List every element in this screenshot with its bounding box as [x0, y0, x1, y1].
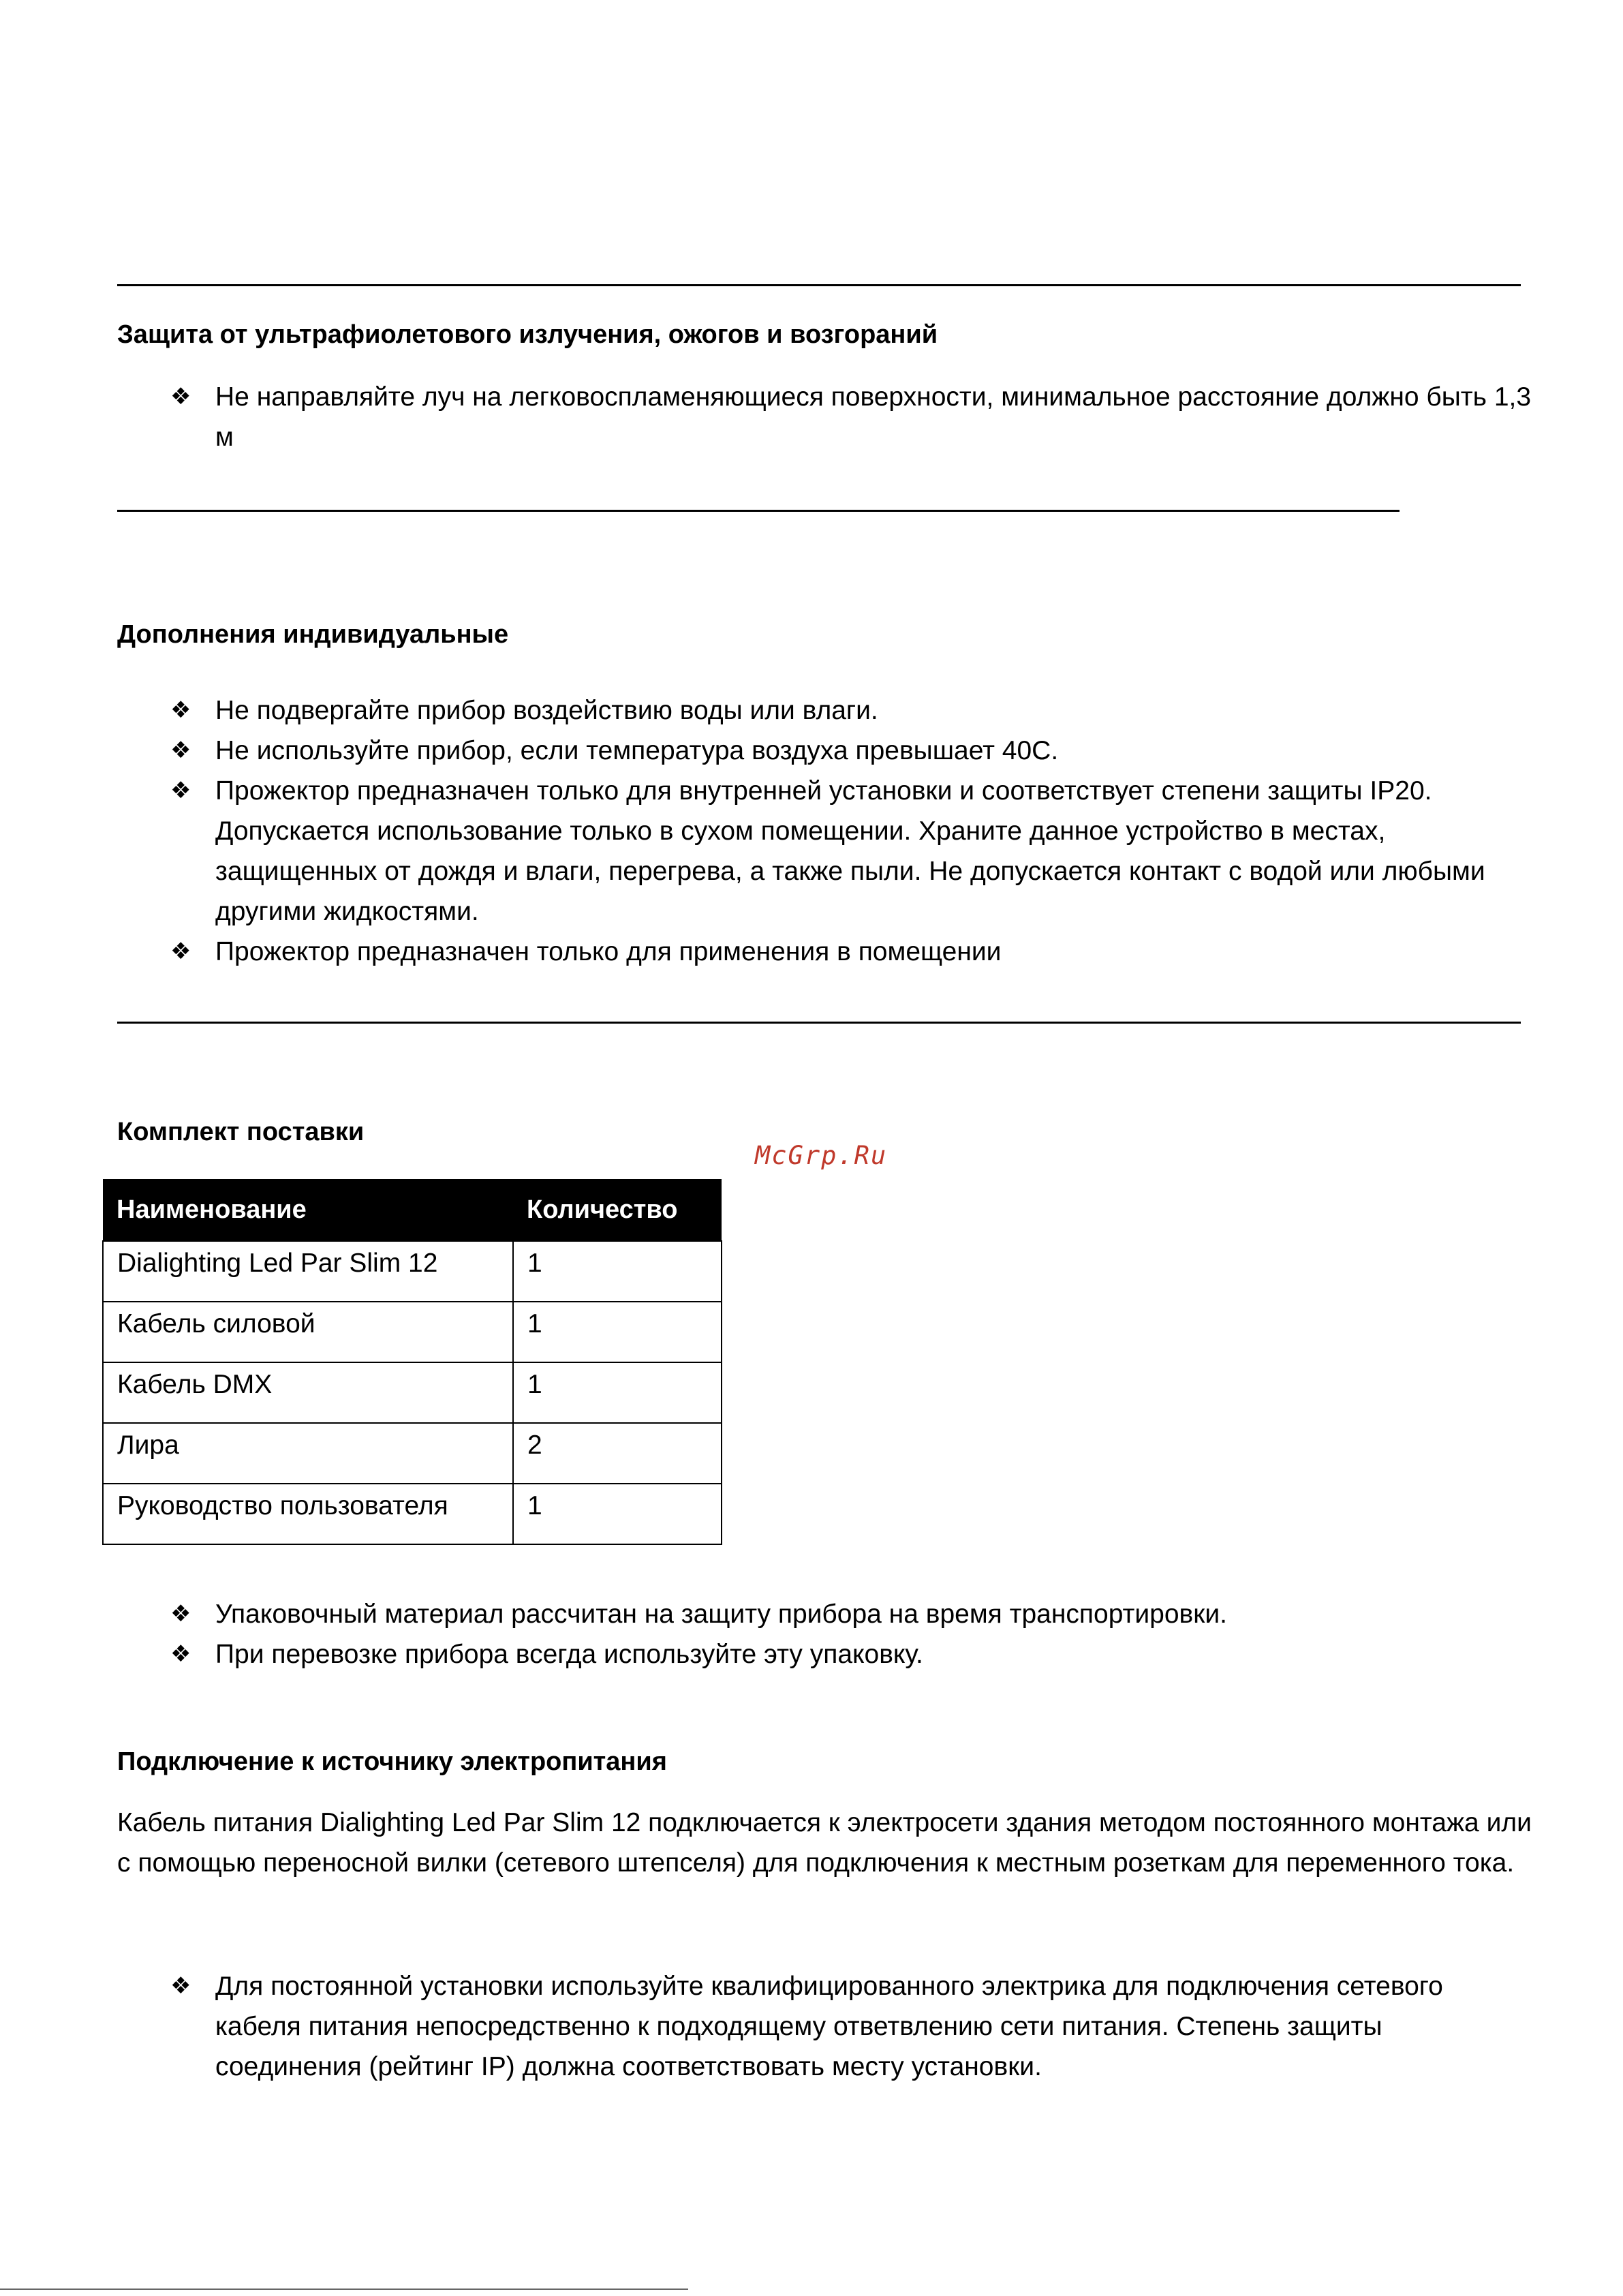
- section-heading-extras: Дополнения индивидуальные: [117, 620, 509, 649]
- diamond-bullet-icon: ❖: [170, 938, 191, 965]
- table-cell-name: Руководство пользователя: [103, 1484, 513, 1544]
- table-row: [103, 1241, 722, 1302]
- diamond-bullet-icon: ❖: [170, 697, 191, 724]
- list-item: ❖ Для постоянной установки используйте квалифицированного электрика для подключения сетевого кабеля питания непосредственно к подходящему ответвлению сети питания. Степень защиты соединения (рейтинг IP) должна соответствовать месту установки.: [117, 1966, 1534, 2087]
- table-cell-quantity: 1: [513, 1302, 722, 1362]
- watermark-text: McGrp.Ru: [755, 1141, 888, 1170]
- page-edge-line: [0, 2289, 688, 2290]
- diamond-bullet-icon: ❖: [170, 1640, 191, 1668]
- diamond-bullet-icon: ❖: [170, 737, 191, 764]
- list-item: ❖ Не подвергайте прибор воздействию воды или влаги.: [117, 690, 1534, 731]
- kit-bullet-list: [117, 1594, 1534, 1674]
- diamond-bullet-icon: ❖: [170, 1972, 191, 2000]
- kit-table: [102, 1179, 722, 1545]
- table-row: [103, 1484, 722, 1544]
- table-cell-name: Кабель силовой: [103, 1302, 513, 1362]
- power-bullet-list: [117, 1966, 1534, 2087]
- column-header-name: Наименование: [103, 1179, 513, 1241]
- separator-line: [117, 510, 1400, 512]
- diamond-bullet-icon: ❖: [170, 1600, 191, 1627]
- diamond-bullet-icon: ❖: [170, 777, 191, 804]
- power-paragraph: Кабель питания Dialighting Led Par Slim 12 подключается к электросети здания методом постоянного монтажа или с помощью переносной вилки (сетевого штепселя) для подключения к местным розеткам для переменного тока.: [117, 1808, 1532, 1878]
- list-item: ❖ Не направляйте луч на легковоспламеняющиеся поверхности, минимальное расстояние должно быть 1,3 м: [117, 377, 1534, 457]
- table-cell-name: Лира: [103, 1423, 513, 1484]
- table-cell-quantity: 1: [513, 1241, 722, 1302]
- table-cell-name: Кабель DMX: [103, 1362, 513, 1423]
- list-item: ❖ Упаковочный материал рассчитан на защиту прибора на время транспортировки.: [117, 1594, 1534, 1634]
- table-header-row: [103, 1179, 722, 1241]
- column-header-quantity: Количество: [513, 1179, 722, 1241]
- table-cell-quantity: 1: [513, 1362, 722, 1423]
- list-item: ❖ Не используйте прибор, если температура воздуха превышает 40С.: [117, 731, 1534, 771]
- list-item: ❖ Прожектор предназначен только для применения в помещении: [117, 932, 1534, 972]
- table-cell-name: Dialighting Led Par Slim 12: [103, 1241, 513, 1302]
- table-row: [103, 1302, 722, 1362]
- uv-bullet-list: [117, 377, 1534, 457]
- table-cell-quantity: 1: [513, 1484, 722, 1544]
- separator-line: [117, 284, 1521, 286]
- table-cell-quantity: 2: [513, 1423, 722, 1484]
- list-item: ❖ При перевозке прибора всегда используйте эту упаковку.: [117, 1634, 1534, 1674]
- section-heading-power: Подключение к источнику электропитания: [117, 1747, 667, 1776]
- list-item: ❖ Прожектор предназначен только для внутренней установки и соответствует степени защиты IP20. Допускается использование только в сухом помещении. Храните данное устройство в местах, защищенных от дождя и влаги, перегрева, а также пыли. Не допускается контакт с водой или любыми другими жидкостями.: [117, 771, 1534, 932]
- table-row: [103, 1423, 722, 1484]
- section-heading-kit: Комплект поставки: [117, 1118, 365, 1146]
- diamond-bullet-icon: ❖: [170, 383, 191, 410]
- extras-bullet-list: [117, 690, 1534, 972]
- separator-line: [117, 1022, 1521, 1024]
- table-row: [103, 1362, 722, 1423]
- section-heading-uv-protection: Защита от ультрафиолетового излучения, ожогов и возгораний: [117, 320, 938, 349]
